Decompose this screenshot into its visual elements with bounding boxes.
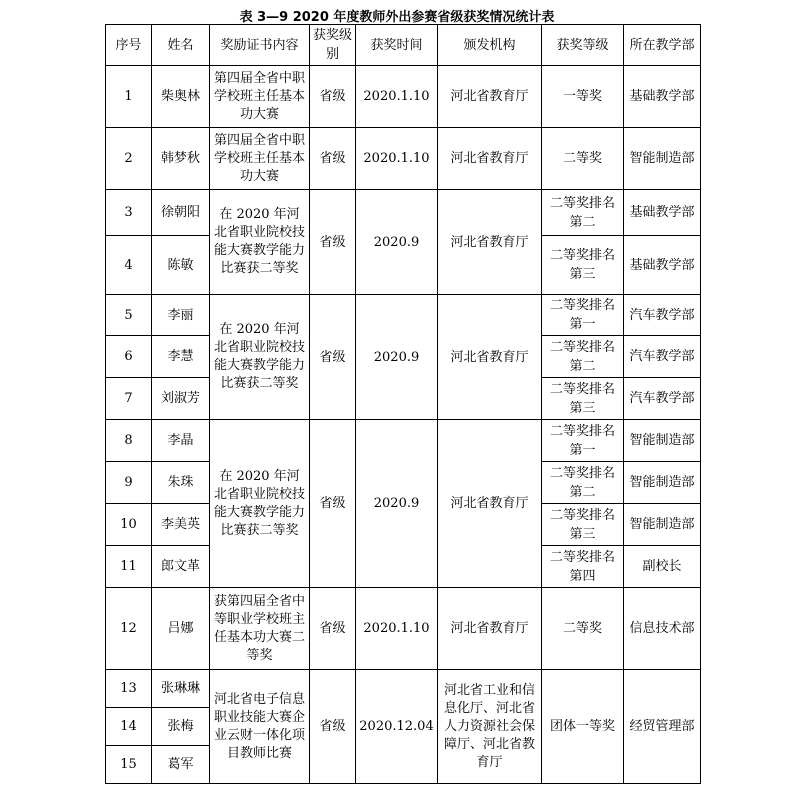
name-cell: 葛军 [152, 746, 210, 784]
header-cell: 姓名 [152, 25, 210, 66]
table-row [106, 420, 701, 462]
time-cell: 2020.1.10 [356, 588, 438, 670]
dept-cell: 汽车教学部 [624, 336, 701, 378]
content-cell: 河北省电子信息职业技能大赛企业云财一体化项目教师比赛 [210, 670, 310, 784]
award-table [105, 24, 701, 784]
time-cell: 2020.12.04 [356, 670, 438, 784]
level-cell: 省级 [310, 670, 356, 784]
table-row [106, 66, 701, 128]
name-cell: 韩梦秋 [152, 128, 210, 190]
table-row [106, 588, 701, 670]
dept-cell: 智能制造部 [624, 462, 701, 504]
name-cell: 张琳琳 [152, 670, 210, 708]
no-cell: 10 [106, 504, 152, 546]
name-cell: 徐朝阳 [152, 190, 210, 236]
header-cell: 获奖时间 [356, 25, 438, 66]
grade-cell: 二等奖排名第三 [542, 504, 624, 546]
no-cell: 9 [106, 462, 152, 504]
dept-cell: 智能制造部 [624, 504, 701, 546]
level-cell: 省级 [310, 420, 356, 588]
table-row [106, 670, 701, 708]
grade-cell: 二等奖排名第一 [542, 295, 624, 336]
header-cell: 获奖级别 [310, 25, 356, 66]
level-cell: 省级 [310, 128, 356, 190]
dept-cell: 信息技术部 [624, 588, 701, 670]
grade-cell: 二等奖排名第三 [542, 236, 624, 295]
org-cell: 河北省教育厅 [438, 66, 542, 128]
dept-cell: 智能制造部 [624, 420, 701, 462]
content-cell: 在 2020 年河北省职业院校技能大赛教学能力比赛获二等奖 [210, 295, 310, 420]
dept-cell: 汽车教学部 [624, 378, 701, 420]
level-cell: 省级 [310, 588, 356, 670]
no-cell: 12 [106, 588, 152, 670]
time-cell: 2020.9 [356, 420, 438, 588]
time-cell: 2020.9 [356, 190, 438, 295]
grade-cell: 二等奖 [542, 588, 624, 670]
level-cell: 省级 [310, 190, 356, 295]
no-cell: 6 [106, 336, 152, 378]
dept-cell: 经贸管理部 [624, 670, 701, 784]
org-cell: 河北省教育厅 [438, 128, 542, 190]
grade-cell: 二等奖排名第一 [542, 420, 624, 462]
header-cell: 颁发机构 [438, 25, 542, 66]
dept-cell: 基础教学部 [624, 236, 701, 295]
no-cell: 13 [106, 670, 152, 708]
level-cell: 省级 [310, 66, 356, 128]
org-cell: 河北省工业和信息化厅、河北省人力资源社会保障厅、河北省教育厅 [438, 670, 542, 784]
no-cell: 5 [106, 295, 152, 336]
grade-cell: 二等奖 [542, 128, 624, 190]
dept-cell: 汽车教学部 [624, 295, 701, 336]
dept-cell: 基础教学部 [624, 66, 701, 128]
header-cell: 奖励证书内容 [210, 25, 310, 66]
grade-cell: 二等奖排名第三 [542, 378, 624, 420]
header-row [106, 25, 701, 66]
name-cell: 李丽 [152, 295, 210, 336]
name-cell: 张梅 [152, 708, 210, 746]
header-cell: 序号 [106, 25, 152, 66]
no-cell: 15 [106, 746, 152, 784]
no-cell: 2 [106, 128, 152, 190]
name-cell: 郎文革 [152, 546, 210, 588]
name-cell: 李慧 [152, 336, 210, 378]
table-title: 表 3—9 2020 年度教师外出参赛省级获奖情况统计表 [239, 10, 555, 25]
grade-cell: 二等奖排名第二 [542, 190, 624, 236]
org-cell: 河北省教育厅 [438, 420, 542, 588]
name-cell: 李美英 [152, 504, 210, 546]
grade-cell: 二等奖排名第二 [542, 336, 624, 378]
org-cell: 河北省教育厅 [438, 588, 542, 670]
name-cell: 陈敏 [152, 236, 210, 295]
name-cell: 朱珠 [152, 462, 210, 504]
no-cell: 8 [106, 420, 152, 462]
time-cell: 2020.1.10 [356, 128, 438, 190]
name-cell: 刘淑芳 [152, 378, 210, 420]
no-cell: 7 [106, 378, 152, 420]
org-cell: 河北省教育厅 [438, 190, 542, 295]
no-cell: 4 [106, 236, 152, 295]
grade-cell: 二等奖排名第二 [542, 462, 624, 504]
name-cell: 吕娜 [152, 588, 210, 670]
content-cell: 第四届全省中职学校班主任基本功大赛 [210, 66, 310, 128]
table-row [106, 295, 701, 336]
content-cell: 第四届全省中职学校班主任基本功大赛 [210, 128, 310, 190]
dept-cell: 智能制造部 [624, 128, 701, 190]
time-cell: 2020.9 [356, 295, 438, 420]
content-cell: 在 2020 年河北省职业院校技能大赛教学能力比赛获二等奖 [210, 420, 310, 588]
no-cell: 14 [106, 708, 152, 746]
level-cell: 省级 [310, 295, 356, 420]
grade-cell: 一等奖 [542, 66, 624, 128]
dept-cell: 副校长 [624, 546, 701, 588]
dept-cell: 基础教学部 [624, 190, 701, 236]
header-cell: 获奖等级 [542, 25, 624, 66]
no-cell: 1 [106, 66, 152, 128]
content-cell: 获第四届全省中等职业学校班主任基本功大赛二等奖 [210, 588, 310, 670]
org-cell: 河北省教育厅 [438, 295, 542, 420]
table-row [106, 128, 701, 190]
header-cell: 所在教学部 [624, 25, 701, 66]
grade-cell: 团体一等奖 [542, 670, 624, 784]
grade-cell: 二等奖排名第四 [542, 546, 624, 588]
no-cell: 3 [106, 190, 152, 236]
name-cell: 柴奥林 [152, 66, 210, 128]
content-cell: 在 2020 年河北省职业院校技能大赛教学能力比赛获二等奖 [210, 190, 310, 295]
table-row [106, 190, 701, 236]
no-cell: 11 [106, 546, 152, 588]
name-cell: 李晶 [152, 420, 210, 462]
time-cell: 2020.1.10 [356, 66, 438, 128]
